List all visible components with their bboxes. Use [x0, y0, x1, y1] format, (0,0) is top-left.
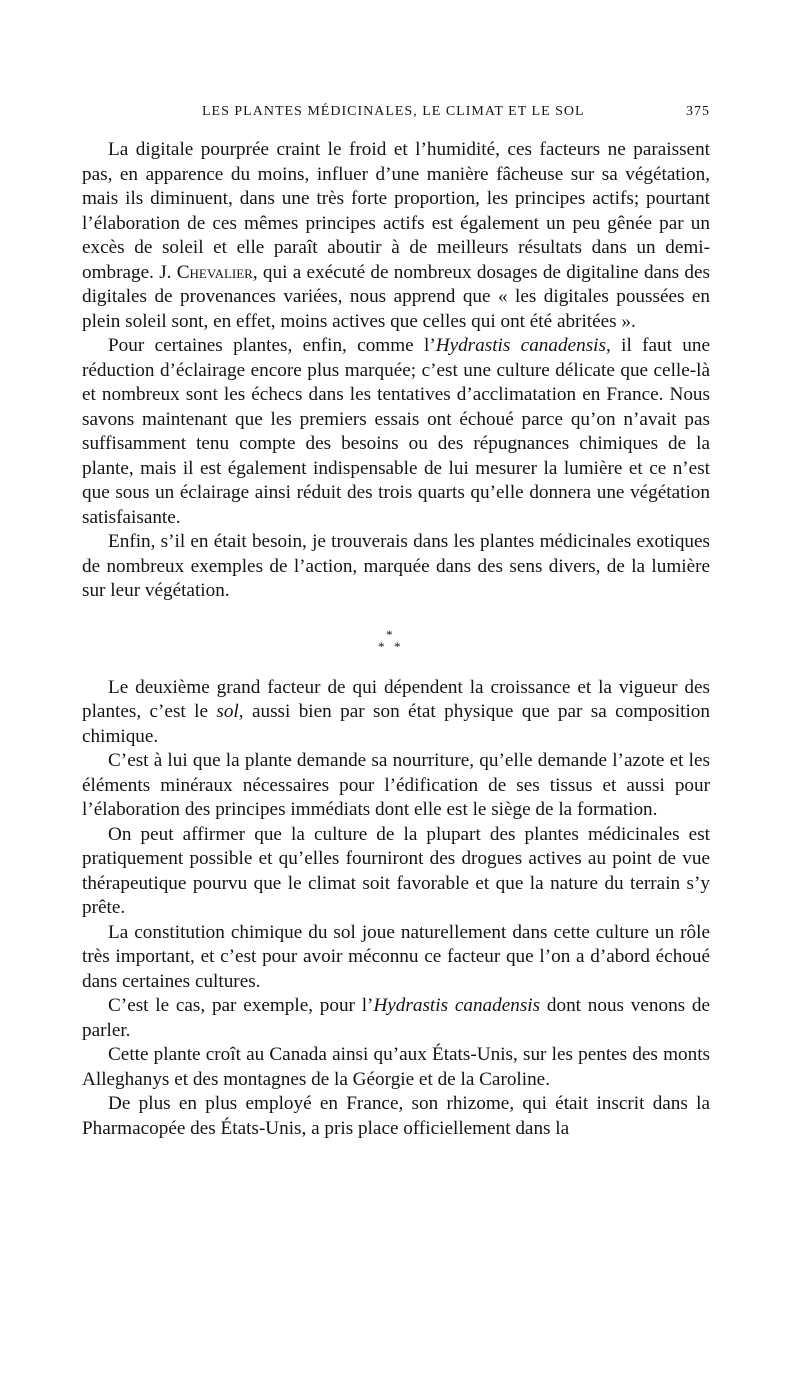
paragraph — [82, 334, 710, 530]
paragraph-text: Enfin, s’il en était besoin, je trouverais dans les plantes médicinales exotiques de nombreux exemples de l’action, marquée dans des sens divers, de la lumière sur leur végétation. — [82, 531, 710, 601]
paragraph-text: , aussi bien par son état physique que par sa composition chimique. — [82, 701, 710, 747]
paragraph — [82, 994, 710, 1043]
paragraph-text: , il faut une réduction d’éclairage encore plus marquée; c’est une culture délicate que celle-là et nombreux sont les échecs dans les tentatives d’acclimatation en France. Nous savons maintenant que les premiers essais ont échoué parce qu’on n’avait pas suffisamment tenu compte des besoins ou des répugnances chimiques de la plante, mais il est également indispensable de lui mesurer la lumière et ce n’est que sous un éclairage ainsi réduit des trois quarts qu’elle donnera une végétation satisfaisante. — [82, 335, 710, 528]
paragraph-text: Pour certaines plantes, enfin, comme l’ — [108, 335, 436, 356]
paragraph — [82, 676, 710, 750]
paragraph — [82, 1092, 710, 1141]
paragraph — [82, 823, 710, 921]
paragraph — [82, 1043, 710, 1092]
paragraph-text: De plus en plus employé en France, son rhizome, qui était inscrit dans la Pharmacopée des États-Unis, a pris place officiellement dans la — [82, 1093, 710, 1139]
paragraph-text: Le deuxième grand facteur de qui dépendent la croissance et la vigueur des plantes, c’est le — [82, 676, 710, 722]
paragraph-text: La constitution chimique du sol joue naturellement dans cette culture un rôle très important, et c’est pour avoir méconnu ce facteur que l’on a d’abord échoué dans certaines cultures. — [82, 921, 710, 992]
paragraph-text: Cette plante croît au Canada ainsi qu’aux États-Unis, sur les pentes des monts Alleghanys et des montagnes de la Géorgie et de la Caroline. — [82, 1044, 710, 1090]
page-number: 375 — [686, 104, 710, 119]
paragraph — [82, 921, 710, 995]
paragraph-text: C’est à lui que la plante demande sa nourriture, qu’elle demande l’azote et les éléments minéraux nécessaires pour l’édification de ses tissus et aussi pour l’élaboration des principes immédiats dont elle est le siège de la formation. — [82, 750, 710, 820]
paragraph — [82, 530, 710, 604]
italic-text: Hydrastis canadensis — [435, 335, 606, 356]
paragraph — [82, 138, 710, 334]
asterism-star: * — [394, 638, 401, 654]
italic-text: Hydrastis canadensis — [373, 995, 541, 1016]
paragraph — [82, 749, 710, 823]
running-head — [82, 104, 710, 124]
paragraph-text: On peut affirmer que la culture de la plupart des plantes médicinales est pratiquement possible et qu’elles fourniront des drogues actives au point de vue thérapeutique pourvu que le climat soit favorable et que la nature du terrain s’y prête. — [82, 823, 710, 918]
paragraph-text: , qui a exécuté de nombreux dosages de digitaline dans des digitales de provenances variées, nous apprend que « les digitales poussées en plein soleil sont, en effet, moins actives que celles qui ont été abritées ». — [82, 261, 710, 332]
asterism-star: * — [378, 638, 385, 654]
running-title: LES PLANTES MÉDICINALES, LE CLIMAT ET LE SOL — [202, 104, 585, 119]
author-name: Chevalier — [176, 261, 253, 283]
paragraph-text: La digitale pourprée craint le froid et l’humidité, ces facteurs ne paraissent pas, en apparence du moins, influer d’une manière fâcheuse sur sa végétation, mais ils diminuent, dans une très forte proportion, les principes actifs; pourtant l’élaboration de ces mêmes principes actifs est également un peu gênée par un excès de soleil et elle paraît aboutir à de meilleurs résultats dans un demi-ombrage. J. — [82, 139, 710, 283]
paragraph-text: dont nous venons de parler. — [82, 995, 711, 1041]
asterism-separator — [82, 604, 710, 676]
asterism-star: * — [386, 626, 393, 642]
italic-text: sol — [216, 701, 239, 722]
paragraph-text: C’est le cas, par exemple, pour l’ — [108, 995, 374, 1016]
body-text — [82, 138, 710, 1141]
